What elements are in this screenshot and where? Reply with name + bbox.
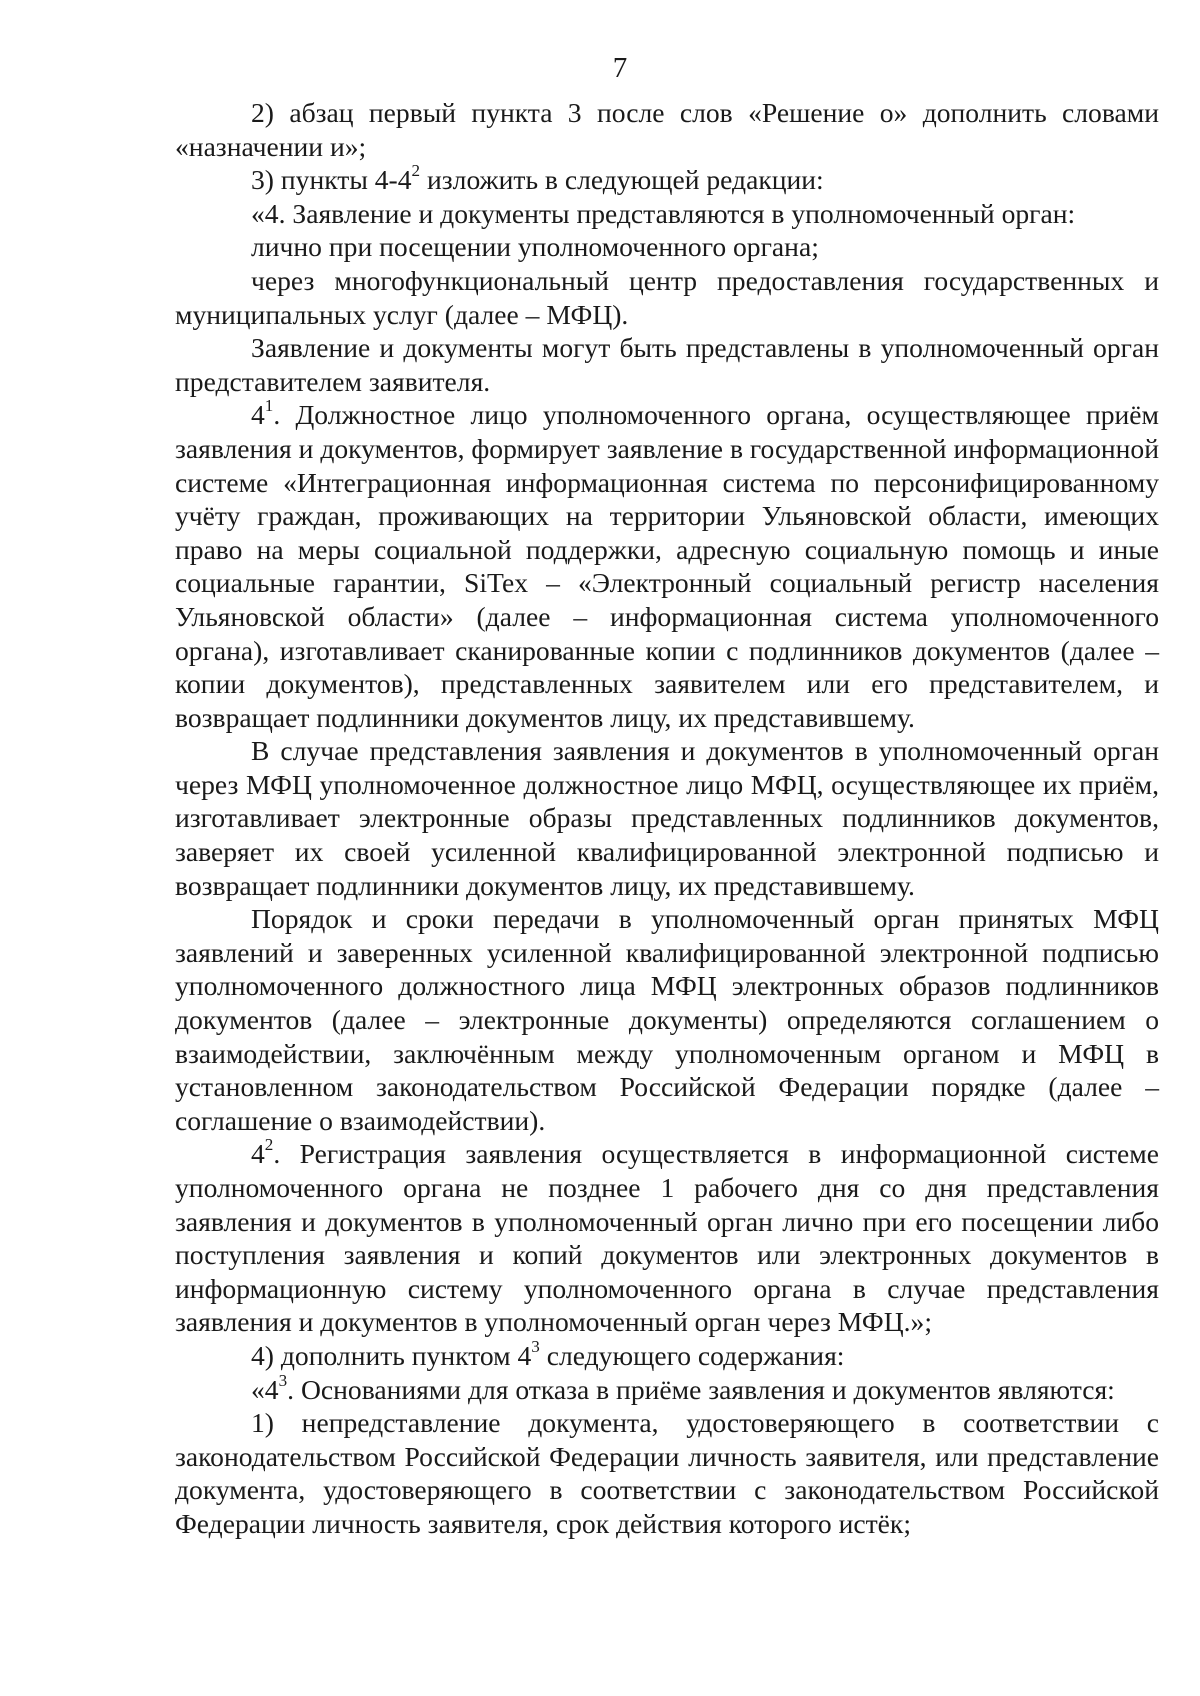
superscript-index: 2 — [411, 161, 421, 181]
page-number: 7 — [612, 52, 628, 84]
paragraph-via-mfc: через многофункциональный центр предоставления государственных и муниципальных услуг (далее – МФЦ). — [175, 264, 1159, 330]
paragraph-point-4-3: «$4^3$. Основаниями для отказа в приёме заявления и документов являются: — [251, 1370, 1115, 1405]
document-body — [175, 96, 1159, 1541]
superscript-index: 3 — [278, 1370, 288, 1390]
paragraph-in-person: лично при посещении уполномоченного органа; — [251, 231, 819, 263]
paragraph-point-4-1: $4^1$. Должностное лицо уполномоченного органа, осуществляющее приём заявления и документов, формирует заявление в государственной информационной системе «Интеграционная информационная система по персонифицированному учёту граждан, проживающих на территории Ульяновской области, имеющих право на меры социальной поддержки, адресную социальную помощь и иные социальные гарантии, SiTex – «Электронный социальный регистр населения Ульяновской области» (далее – информационная система уполномоченного органа), изготавливает сканированные копии с подлинников документов (далее – копии документов), представленных заявителем или его представителем, и возвращает подлинники документов лицу, их представившему. — [175, 396, 1159, 733]
paragraph-amend-item-4: 4) дополнить пунктом $4^3$ следующего содержания: — [251, 1337, 845, 1371]
superscript-index: 3 — [531, 1337, 540, 1357]
paragraph-mfc-submission: В случае представления заявления и документов в уполномоченный орган через МФЦ уполномоченное должностное лицо МФЦ, осуществляющее их приём, изготавливает электронные образы представленных подлинников документов, заверяет их своей усиленной квалифицированной электронной подписью и возвращает подлинники документов лицу, их представившему. — [175, 735, 1159, 901]
paragraph-amend-item-3: 3) пункты $4-4^2$ изложить в следующей редакции: — [251, 161, 824, 196]
paragraph-refusal-ground-1: 1) непредставление документа, удостоверяющего в соответствии с законодательством Российской Федерации личность заявителя, или представление документа, удостоверяющего в соответствии с законодательством Российской Федерации личность заявителя, срок действия которого истёк; — [175, 1407, 1159, 1539]
superscript-index: 2 — [264, 1135, 274, 1155]
paragraph-point-4: «4. Заявление и документы представляются в уполномоченный орган: — [251, 197, 1076, 229]
paragraph-representative: Заявление и документы могут быть представлены в уполномоченный орган представителем заявителя. — [175, 332, 1159, 397]
paragraph-point-4-2: $4^2$. Регистрация заявления осуществляется в информационной системе уполномоченного органа не позднее 1 рабочего дня со дня представления заявления и документов в уполномоченный орган лично при его посещении либо поступления заявления и копий документов или электронных документов в информационную систему уполномоченного органа в случае представления заявления и документов в уполномоченный орган через МФЦ.»; — [175, 1135, 1159, 1338]
superscript-index: 1 — [264, 396, 274, 416]
paragraph-transfer-procedure: Порядок и сроки передачи в уполномоченный орган принятых МФЦ заявлений и заверенных усиленной квалифицированной электронной подписью уполномоченного должностного лица МФЦ электронных образов подлинников документов (далее – электронные документы) определяются соглашением о взаимодействии, заключённым между уполномоченным органом и МФЦ в установленном законодательством Российской Федерации порядке (далее – соглашение о взаимодействии). — [175, 903, 1159, 1136]
paragraph-amend-item-2: 2) абзац первый пункта 3 после слов «Решение о» дополнить словами «назначении и»; — [175, 97, 1159, 162]
